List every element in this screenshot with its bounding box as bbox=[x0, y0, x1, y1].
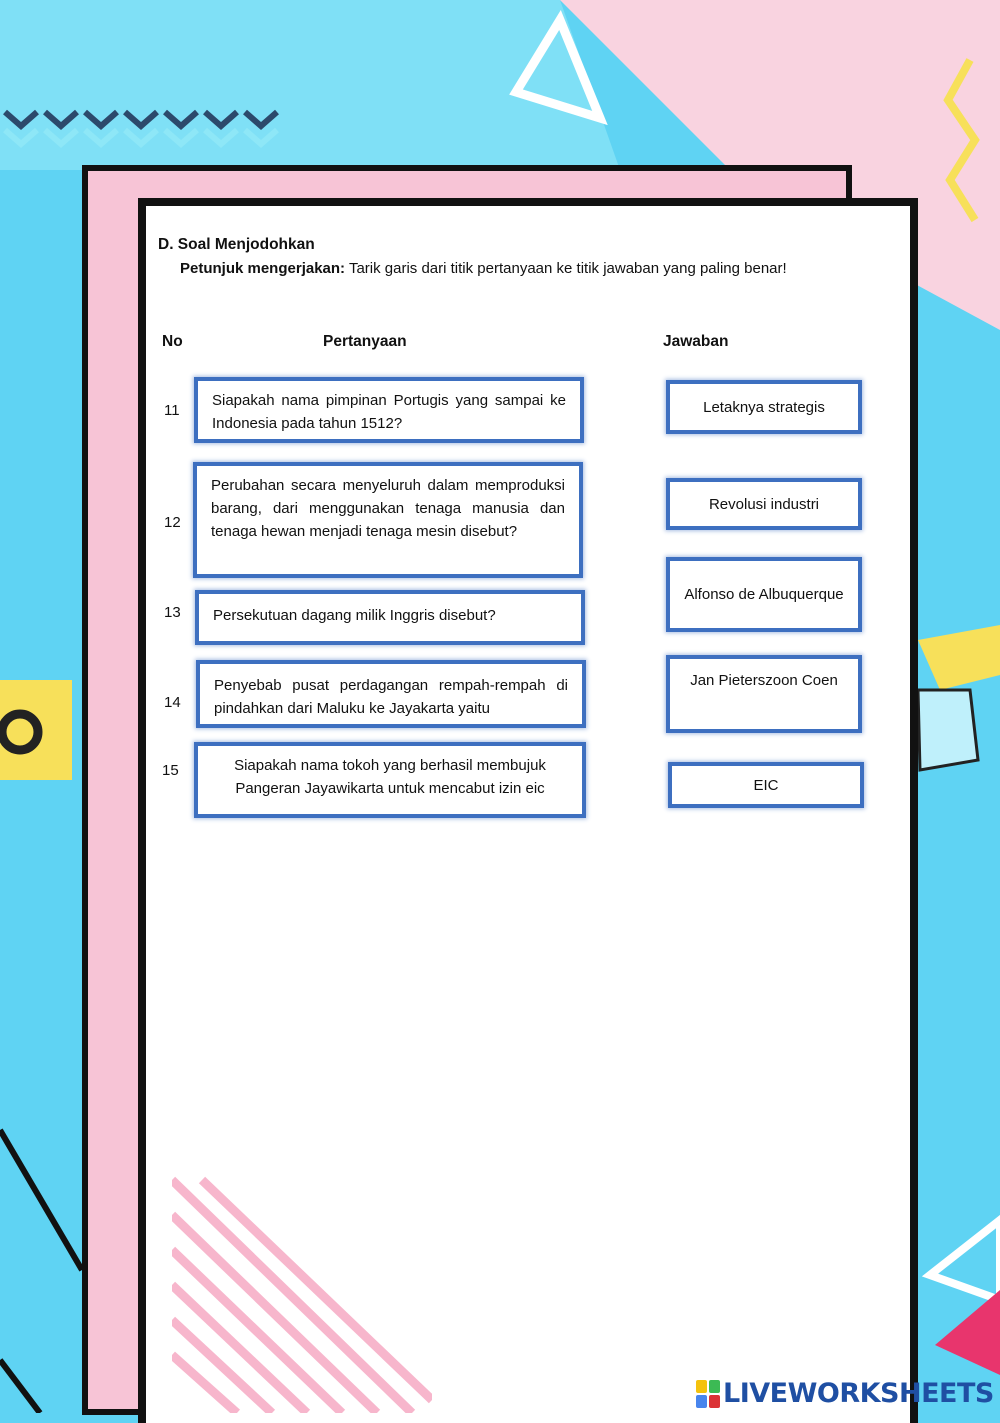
question-box[interactable] bbox=[193, 462, 583, 578]
liveworksheets-logo-icon bbox=[696, 1380, 720, 1408]
yellow-cube-top bbox=[918, 625, 1000, 690]
answer-box[interactable]: Alfonso de Albuquerque bbox=[666, 557, 862, 632]
question-box[interactable] bbox=[194, 742, 586, 818]
answer-box[interactable]: EIC bbox=[668, 762, 864, 808]
column-header-question: Pertanyaan bbox=[323, 333, 407, 350]
light-blue-shape bbox=[0, 0, 620, 170]
white-cube bbox=[918, 690, 978, 770]
column-header-no: No bbox=[162, 333, 183, 350]
question-number: 14 bbox=[164, 694, 181, 711]
question-text: Perubahan secara menyeluruh dalam memproduksi barang, dari menggunakan tenaga manusia dan tenaga hewan menjadi tenaga mesin disebut? bbox=[211, 477, 565, 540]
question-text: Siapakah nama pimpinan Portugis yang sampai ke Indonesia pada tahun 1512? bbox=[212, 392, 566, 432]
question-text: Penyebab pusat perdagangan rempah-rempah di pindahkan dari Maluku ke Jayakarta yaitu bbox=[214, 677, 568, 717]
answer-box[interactable]: Jan Pieterszoon Coen bbox=[666, 655, 862, 733]
pink-stripes-decoration bbox=[172, 1170, 432, 1413]
question-number: 11 bbox=[164, 402, 180, 419]
watermark-text: LIVEWORKSHEETS bbox=[723, 1378, 994, 1409]
section-title: D. Soal Menjodohkan bbox=[158, 236, 315, 253]
question-box[interactable] bbox=[196, 660, 586, 728]
instruction bbox=[180, 260, 787, 277]
answer-box[interactable]: Revolusi industri bbox=[666, 478, 862, 530]
question-box[interactable] bbox=[194, 377, 584, 443]
column-header-answer: Jawaban bbox=[663, 333, 729, 350]
white-triangle-outline bbox=[930, 1220, 1000, 1300]
question-number: 15 bbox=[162, 762, 179, 779]
question-number: 13 bbox=[164, 604, 181, 621]
pink-triangle bbox=[935, 1290, 1000, 1375]
black-diagonal-line-2 bbox=[0, 1360, 40, 1413]
question-box[interactable] bbox=[195, 590, 585, 645]
instruction-label: Petunjuk mengerjakan: bbox=[180, 260, 346, 277]
answer-box[interactable]: Letaknya strategis bbox=[666, 380, 862, 434]
liveworksheets-watermark bbox=[696, 1378, 994, 1409]
question-text-line-1: Siapakah nama tokoh yang berhasil membujuk bbox=[234, 757, 546, 774]
question-text-line-2: Pangeran Jayawikarta untuk mencabut izin eic bbox=[235, 780, 545, 797]
black-diagonal-line bbox=[0, 1130, 82, 1270]
question-number: 12 bbox=[164, 514, 181, 531]
instruction-text: Tarik garis dari titik pertanyaan ke titik jawaban yang paling benar! bbox=[345, 260, 787, 277]
question-text: Persekutuan dagang milik Inggris disebut? bbox=[213, 607, 496, 624]
